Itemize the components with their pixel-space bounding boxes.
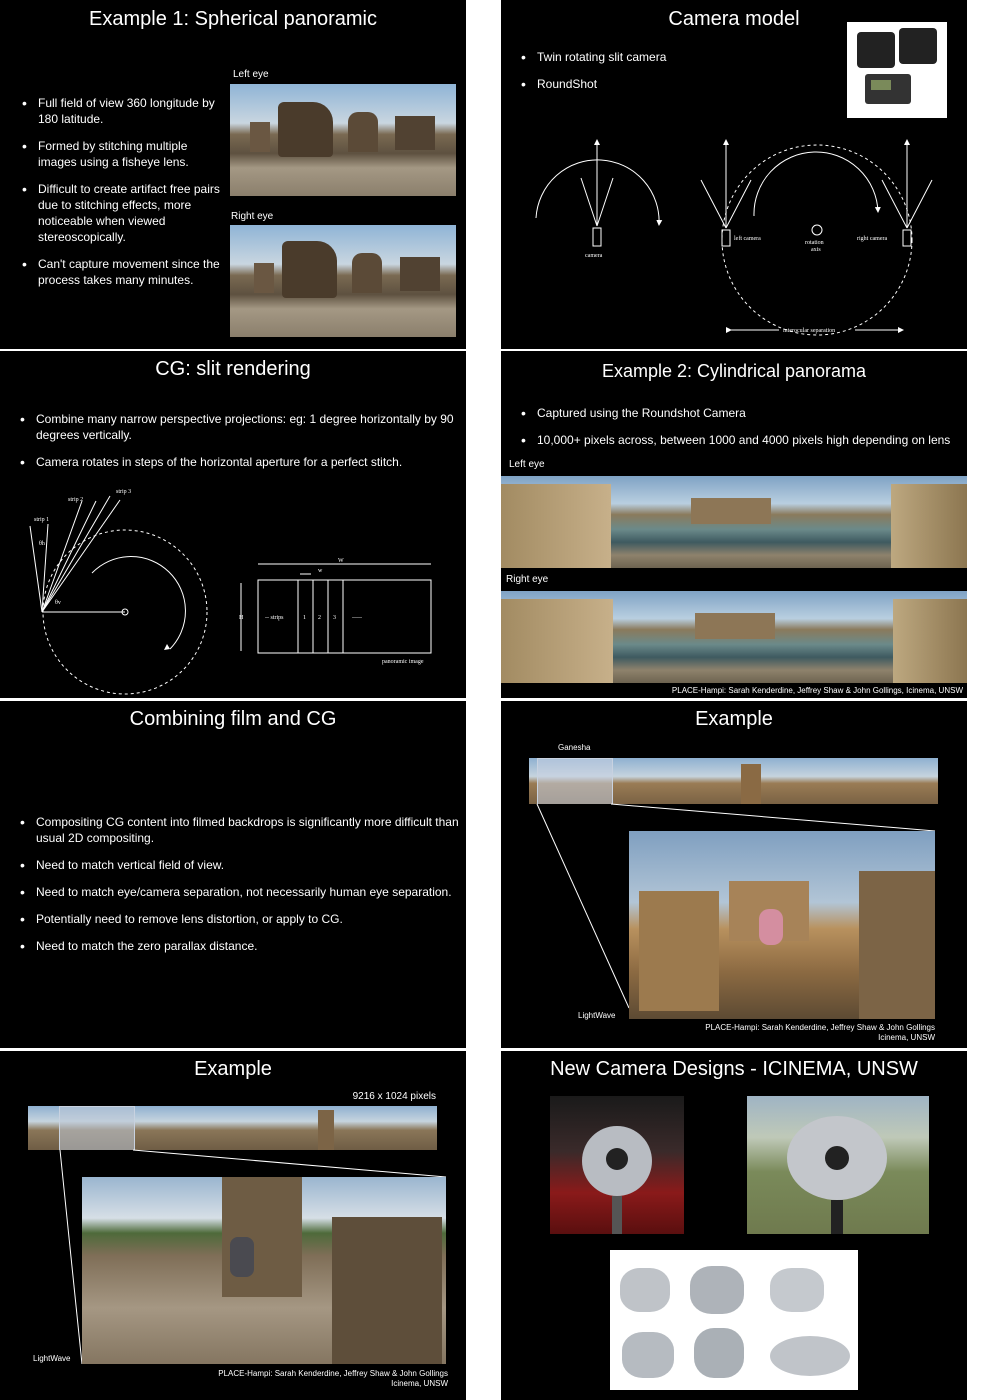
strip3-label: strip 3 [116, 489, 132, 495]
slide-new-camera-designs [501, 1051, 967, 1400]
bullet-item: • Need to match vertical field of view. [20, 857, 460, 873]
strip2-label: strip 2 [68, 497, 84, 503]
lightwave-composite-photo [82, 1177, 446, 1364]
bullet-item: • 10,000+ pixels across, between 1000 and 4000 pixels high depending on lens [521, 432, 967, 448]
w-upper-label: W [338, 558, 344, 564]
lightwave-label: LightWave [33, 1354, 71, 1363]
strips-label: -- strips [265, 615, 284, 621]
slide-spherical-panoramic [0, 0, 466, 349]
h-label: H [239, 615, 244, 621]
bullet-item: • Camera rotates in steps of the horizontal aperture for a perfect stitch. [20, 454, 460, 470]
credit-line: PLACE-Hampi: Sarah Kenderdine, Jeffrey Shaw & John Gollings [705, 1023, 935, 1032]
credit-line: Icinema, UNSW [391, 1379, 448, 1388]
camera-model-diagram [501, 0, 967, 349]
theta-h-label: θh [39, 541, 45, 547]
bullet-item: • Need to match eye/camera separation, not necessarily human eye separation. [20, 884, 460, 900]
rotation-axis-label: rotation [805, 240, 824, 246]
w-lower-label: w [318, 568, 323, 574]
interocular-label: interocular separation [783, 328, 836, 334]
theta-v-label: θv [55, 600, 61, 606]
bullet-item: • RoundShot [521, 76, 821, 92]
slide-title: Camera model [668, 8, 800, 30]
bullet-item: • Need to match the zero parallax distance. [20, 938, 460, 954]
left-eye-label: Left eye [509, 459, 545, 470]
lightwave-label: LightWave [578, 1011, 616, 1020]
slide-combining-film-cg [0, 701, 466, 1048]
slide-title: Example [695, 708, 773, 730]
ganesha-label: Ganesha [558, 743, 591, 752]
strip-number: 1 [303, 615, 306, 621]
right-eye-label: Right eye [231, 211, 274, 222]
right-eye-cylindrical-photo [501, 591, 967, 683]
slide-example-lightwave [0, 1051, 466, 1400]
slide-title: New Camera Designs - ICINEMA, UNSW [550, 1058, 918, 1080]
right-eye-label: Right eye [506, 574, 549, 585]
left-eye-spherical-photo [230, 84, 456, 196]
pixel-size-label: 9216 x 1024 pixels [352, 1091, 436, 1102]
bullet-item: • Difficult to create artifact free pairs due to stitching effects, more noticeable when viewed stereoscopically. [22, 181, 222, 245]
slide-example-ganesha [501, 701, 967, 1048]
slide-title: Example 1: Spherical panoramic [89, 8, 377, 30]
slide-title: CG: slit rendering [155, 358, 311, 380]
slide-title: Example 2: Cylindrical panorama [601, 361, 867, 381]
bullet-item: • Twin rotating slit camera [521, 49, 821, 65]
photo-credit [48, 1369, 448, 1389]
photo-credit: PLACE-Hampi: Sarah Kenderdine, Jeffrey Shaw & John Gollings, Icinema, UNSW [671, 686, 963, 695]
credit-line: Icinema, UNSW [878, 1033, 935, 1042]
camera-rig-photo-1 [550, 1096, 684, 1234]
camera-rig-photo-2 [747, 1096, 929, 1234]
slide-title: Example [194, 1058, 272, 1080]
left-eye-cylindrical-photo [501, 476, 967, 568]
bullet-list [521, 405, 967, 459]
left-camera-label: left camera [734, 236, 761, 242]
bullet-item: • Captured using the Roundshot Camera [521, 405, 967, 421]
bullet-list [22, 95, 222, 299]
slit-rendering-diagram [0, 351, 466, 698]
bullet-item: • Compositing CG content into filmed backdrops is significantly more difficult than usual 2D compositing. [20, 814, 460, 846]
slide-camera-model [501, 0, 967, 349]
left-eye-label: Left eye [233, 69, 269, 80]
panoramic-image-label: panoramic image [382, 659, 424, 665]
camera-label: camera [585, 253, 603, 259]
right-camera-label: right camera [857, 236, 888, 242]
rotation-axis-label: axis [811, 247, 821, 253]
camera-design-renders [610, 1250, 858, 1390]
slide-cylindrical-panorama [501, 351, 967, 698]
strip1-label: strip 1 [34, 517, 50, 523]
bullet-item: • Combine many narrow perspective projections: eg: 1 degree horizontally by 90 degrees vertically. [20, 411, 460, 443]
strip-number: 2 [318, 615, 321, 621]
bullet-item: • Formed by stitching multiple images using a fisheye lens. [22, 138, 222, 170]
right-eye-spherical-photo [230, 225, 456, 337]
strip-number: 3 [333, 615, 336, 621]
bullet-item: • Full field of view 360 longitude by 180 latitude. [22, 95, 222, 127]
bullet-list [20, 814, 460, 965]
photo-credit [535, 1023, 935, 1043]
slide-title: Combining film and CG [129, 708, 337, 730]
ganesha-composite-photo [629, 831, 935, 1019]
bullet-item: • Can't capture movement since the process takes many minutes. [22, 256, 222, 288]
strips-continuation: ----- [352, 615, 362, 621]
credit-line: PLACE-Hampi: Sarah Kenderdine, Jeffrey Shaw & John Gollings [218, 1369, 448, 1378]
bullet-item: • Potentially need to remove lens distortion, or apply to CG. [20, 911, 460, 927]
slide-cg-slit-rendering [0, 351, 466, 698]
